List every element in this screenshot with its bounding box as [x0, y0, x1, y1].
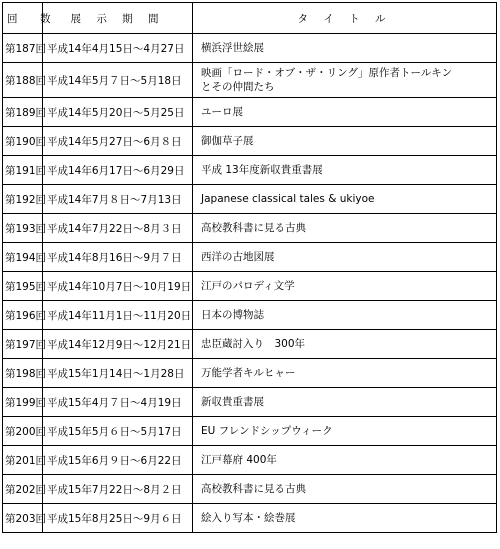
exhibition-number: 第202回: [3, 475, 43, 504]
header-title: タ イ ト ル: [193, 3, 497, 34]
exhibition-number: 第201回: [3, 446, 43, 475]
exhibition-title: [193, 185, 497, 214]
exhibition-period: 平成14年7月８日～7月13日: [43, 185, 193, 214]
header-number: 回 数: [3, 3, 43, 34]
exhibition-title-line: 新収貴重書展: [201, 396, 264, 408]
table-row: [3, 446, 497, 475]
exhibition-title-line: 江戸のパロディ文学: [201, 280, 295, 292]
exhibition-period: 平成14年12月9日～12月21日: [43, 330, 193, 359]
exhibition-period: 平成15年4月７日～4月19日: [43, 388, 193, 417]
header-period: 展 示 期 間: [43, 3, 193, 34]
exhibition-number: 第203回: [3, 504, 43, 533]
table-row: [3, 272, 497, 301]
exhibition-title-line: EU フレンドシップウィーク: [201, 425, 333, 437]
table-row: [3, 330, 497, 359]
exhibition-title: [193, 156, 497, 185]
table-body: [3, 34, 497, 533]
exhibition-period: 平成14年8月16日～9月７日: [43, 243, 193, 272]
exhibition-title: [193, 446, 497, 475]
exhibition-title-line: 高校教科書に見る古典: [201, 483, 306, 495]
exhibition-number: 第190回: [3, 127, 43, 156]
exhibition-title: [193, 359, 497, 388]
exhibition-period: 平成15年6月９日～6月22日: [43, 446, 193, 475]
exhibition-title: [193, 504, 497, 533]
exhibition-period: 平成14年5月７日～5月18日: [43, 63, 193, 98]
exhibition-title-line: 高校教科書に見る古典: [201, 222, 306, 234]
exhibition-period: 平成14年4月15日～4月27日: [43, 34, 193, 63]
exhibition-title: [193, 417, 497, 446]
exhibition-period: 平成15年7月22日～8月２日: [43, 475, 193, 504]
exhibition-title-line: 西洋の古地図展: [201, 251, 275, 263]
table-row: [3, 301, 497, 330]
exhibition-title-line: 御伽草子展: [201, 135, 254, 147]
exhibition-title-line: 忠臣蔵討入り 300年: [201, 338, 306, 350]
table-row: [3, 127, 497, 156]
exhibition-number: 第200回: [3, 417, 43, 446]
table-row: [3, 156, 497, 185]
exhibition-number: 第198回: [3, 359, 43, 388]
exhibition-title-line: 万能学者キルヒャー: [201, 367, 296, 379]
exhibition-period: 平成14年6月17日～6月29日: [43, 156, 193, 185]
table-row: [3, 417, 497, 446]
table-row: [3, 34, 497, 63]
table-row: [3, 98, 497, 127]
exhibition-title-line: とその仲間たち: [201, 81, 275, 93]
exhibition-title: [193, 34, 497, 63]
exhibition-title: [193, 98, 497, 127]
exhibition-title: [193, 388, 497, 417]
exhibition-period: 平成14年7月22日～8月３日: [43, 214, 193, 243]
table-row: [3, 243, 497, 272]
exhibition-period: 平成14年5月20日～5月25日: [43, 98, 193, 127]
exhibition-period: 平成15年8月25日～9月６日: [43, 504, 193, 533]
exhibition-title-line: 日本の博物誌: [201, 309, 264, 321]
exhibition-period: 平成14年10月7日～10月19日: [43, 272, 193, 301]
exhibition-title-line: Japanese classical tales & ukiyoe: [201, 193, 375, 205]
table-row: [3, 63, 497, 98]
exhibition-title-line: 平成 13年度新収貴重書展: [201, 164, 323, 176]
exhibition-number: 第196回: [3, 301, 43, 330]
table-row: [3, 388, 497, 417]
exhibition-title-line: 横浜浮世絵展: [201, 42, 264, 54]
exhibition-number: 第195回: [3, 272, 43, 301]
exhibition-period: 平成15年5月６日～5月17日: [43, 417, 193, 446]
exhibition-number: 第191回: [3, 156, 43, 185]
exhibition-number: 第197回: [3, 330, 43, 359]
exhibition-title-line: 映画「ロード・オブ・ザ・リング」原作者トールキン: [201, 67, 453, 79]
exhibition-number: 第187回: [3, 34, 43, 63]
exhibition-title: [193, 475, 497, 504]
exhibition-period: 平成14年5月27日～6月８日: [43, 127, 193, 156]
table-row: [3, 475, 497, 504]
exhibition-number: 第192回: [3, 185, 43, 214]
exhibition-title-line: ユーロ展: [201, 106, 243, 118]
exhibition-title: [193, 127, 497, 156]
exhibition-title: [193, 301, 497, 330]
exhibition-title-line: 絵入り写本・絵巻展: [201, 512, 296, 524]
exhibition-title: [193, 214, 497, 243]
exhibition-number: 第189回: [3, 98, 43, 127]
exhibition-number: 第199回: [3, 388, 43, 417]
exhibition-title: [193, 272, 497, 301]
exhibition-table: [2, 2, 497, 533]
exhibition-period: 平成15年1月14日～1月28日: [43, 359, 193, 388]
exhibition-title: [193, 243, 497, 272]
table-row: [3, 214, 497, 243]
table-row: [3, 185, 497, 214]
exhibition-title: [193, 330, 497, 359]
exhibition-period: 平成14年11月1日～11月20日: [43, 301, 193, 330]
table-row: [3, 504, 497, 533]
table-header-row: [3, 3, 497, 34]
exhibition-number: 第193回: [3, 214, 43, 243]
exhibition-number: 第188回: [3, 63, 43, 98]
exhibition-number: 第194回: [3, 243, 43, 272]
exhibition-title-line: 江戸幕府 400年: [201, 454, 277, 466]
exhibition-title: [193, 63, 497, 98]
table-row: [3, 359, 497, 388]
